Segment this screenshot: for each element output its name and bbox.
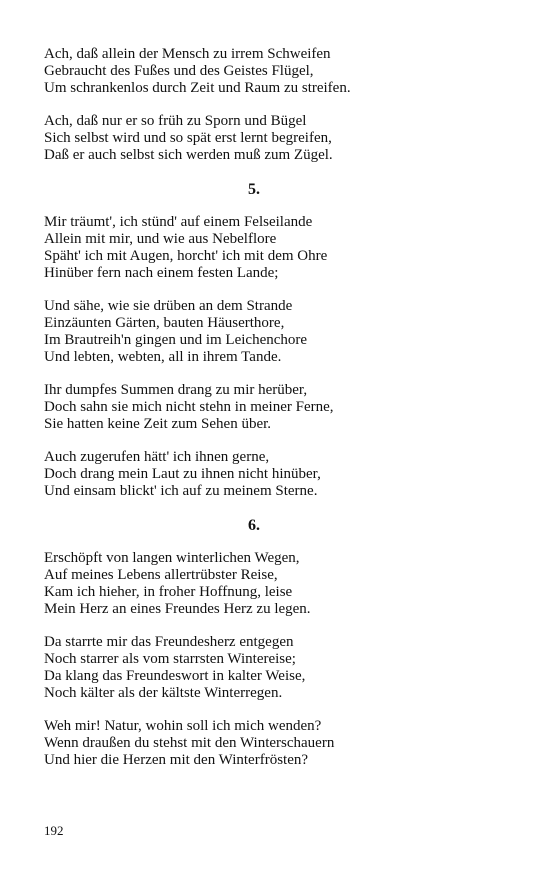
verse-line: Ihr dumpfes Summen drang zu mir herüber, (44, 382, 308, 398)
verse-line: Doch sahn sie mich nicht stehn in meiner Ferne, (44, 399, 334, 415)
verse-line: Und sähe, wie sie drüben an dem Strande (44, 298, 293, 314)
section-number: 6. (248, 517, 260, 534)
section-6 (44, 516, 514, 769)
verse-line: Sich selbst wird und so spät erst lernt begreifen, (44, 130, 332, 146)
verse-line: Ach, daß nur er so früh zu Sporn und Bügel (44, 113, 307, 129)
stanza (44, 634, 514, 702)
verse-line: Um schrankenlos durch Zeit und Raum zu streifen. (44, 80, 351, 96)
verse-line: Und einsam blickt' ich auf zu meinem Sterne. (44, 483, 318, 499)
verse-line: Wenn draußen du stehst mit den Winterschauern (44, 735, 335, 751)
verse-line: Da klang das Freundeswort in kalter Weise, (44, 668, 306, 684)
verse-line: Kam ich hieher, in froher Hoffnung, leise (44, 584, 293, 600)
verse-line: Noch starrer als vom starrsten Wintereise; (44, 651, 296, 667)
verse-line: Mir träumt', ich stünd' auf einem Felseilande (44, 214, 313, 230)
section-continuation (44, 46, 514, 164)
page-number: 192 (44, 823, 64, 838)
stanza (44, 113, 514, 164)
poem-page (44, 46, 514, 785)
stanza (44, 382, 514, 433)
verse-line: Da starrte mir das Freundesherz entgegen (44, 634, 294, 650)
verse-line: Sie hatten keine Zeit zum Sehen über. (44, 416, 272, 432)
stanza (44, 214, 514, 282)
verse-line: Hinüber fern nach einem festen Lande; (44, 265, 279, 281)
stanza (44, 449, 514, 500)
verse-line: Gebraucht des Fußes und des Geistes Flügel, (44, 63, 314, 79)
verse-line: Noch kälter als der kältste Winterregen. (44, 685, 283, 701)
stanza (44, 718, 514, 769)
verse-line: Ach, daß allein der Mensch zu irrem Schweifen (44, 46, 331, 62)
verse-line: Und hier die Herzen mit den Winterfrösten? (44, 752, 309, 768)
verse-line: Im Brautreih'n gingen und im Leichenchore (44, 332, 308, 348)
stanza (44, 298, 514, 366)
stanza (44, 550, 514, 618)
verse-line: Erschöpft von langen winterlichen Wegen, (44, 550, 300, 566)
verse-line: Weh mir! Natur, wohin soll ich mich wenden? (44, 718, 322, 734)
verse-line: Allein mit mir, und wie aus Nebelflore (44, 231, 277, 247)
verse-line: Mein Herz an eines Freundes Herz zu legen. (44, 601, 311, 617)
verse-line: Späht' ich mit Augen, horcht' ich mit dem Ohre (44, 248, 328, 264)
verse-line: Auch zugerufen hätt' ich ihnen gerne, (44, 449, 270, 465)
verse-line: Doch drang mein Laut zu ihnen nicht hinüber, (44, 466, 321, 482)
verse-line: Daß er auch selbst sich werden muß zum Zügel. (44, 147, 333, 163)
verse-line: Einzäunten Gärten, bauten Häuserthore, (44, 315, 285, 331)
verse-line: Auf meines Lebens allertrübster Reise, (44, 567, 278, 583)
verse-line: Und lebten, webten, all in ihrem Tande. (44, 349, 282, 365)
section-number: 5. (248, 181, 260, 198)
section-5 (44, 180, 514, 500)
stanza (44, 46, 514, 97)
